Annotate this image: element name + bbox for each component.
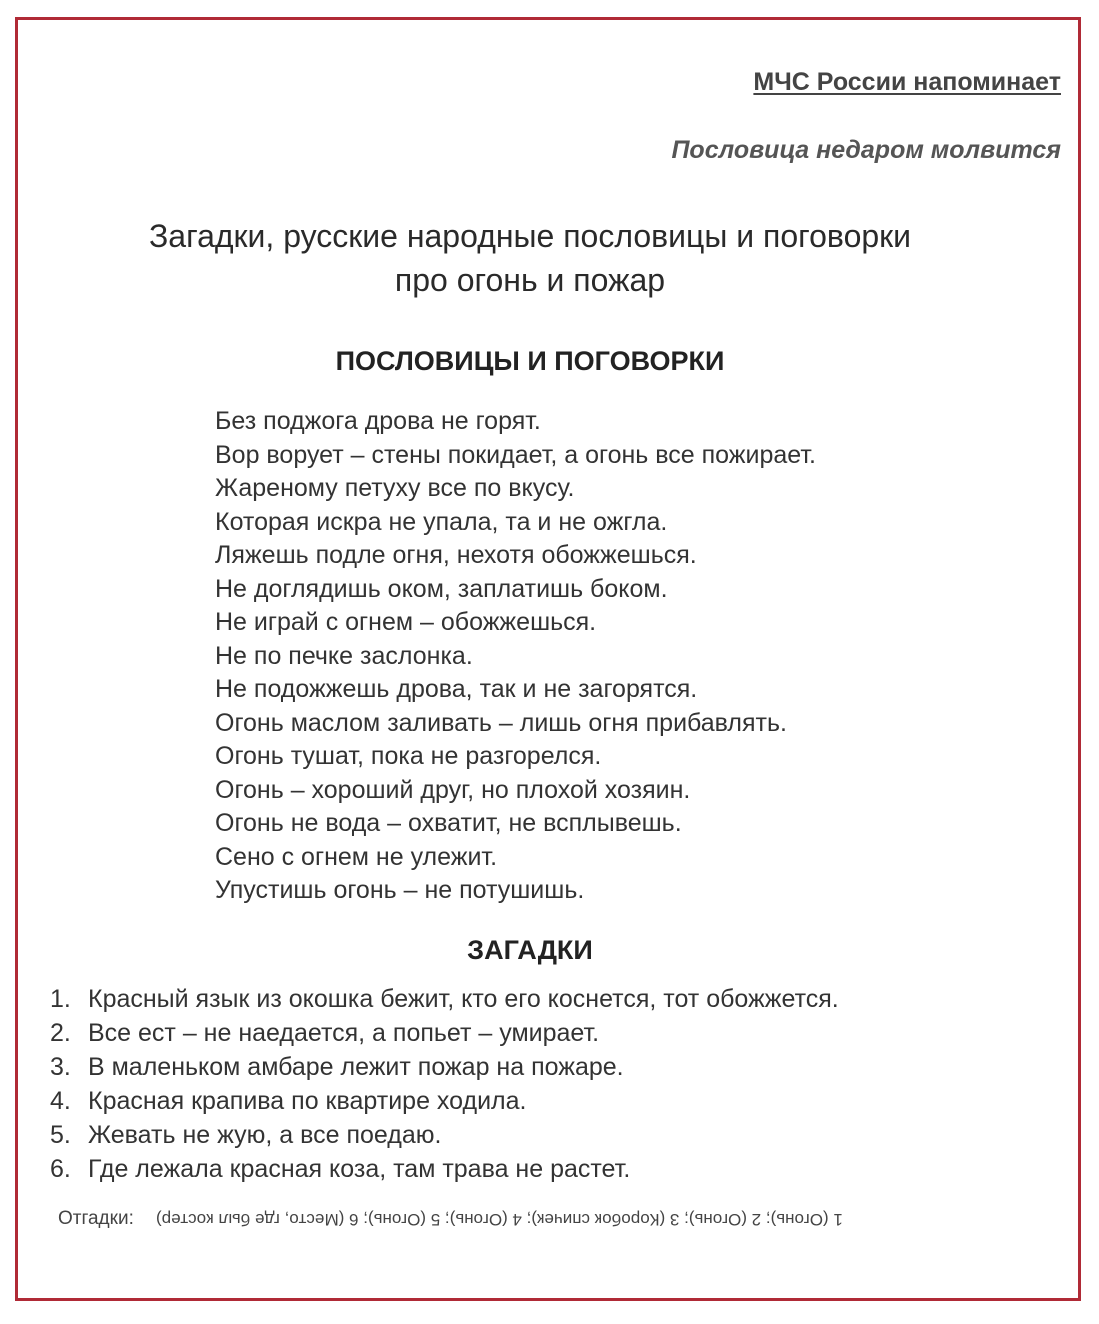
proverb-item: Огонь не вода – охватит, не всплывешь. — [215, 809, 682, 837]
proverb-item: Огонь – хороший друг, но плохой хозяин. — [215, 775, 691, 804]
proverb-item: Не доглядишь оком, заплатишь боком. — [215, 574, 668, 603]
riddle-text: В маленьком амбаре лежит пожар на пожаре. — [88, 1053, 624, 1081]
proverb-item: Огонь тушат, пока не разгорелся. — [215, 742, 602, 770]
proverb-item: Без поджога дрова не горят. — [215, 407, 541, 435]
riddle-text: Жевать не жую, а все поедаю. — [88, 1121, 442, 1149]
motto-header: Пословица недаром молвится — [671, 136, 1061, 164]
page-title — [0, 214, 1060, 302]
riddle-number: 6. — [50, 1155, 71, 1183]
proverb-item: Сено с огнем не улежит. — [215, 842, 498, 871]
title-line-2: про огонь и пожар — [394, 262, 666, 298]
proverb-item: Упустишь огонь – не потушишь. — [215, 876, 585, 904]
riddle-number: 1. — [50, 985, 71, 1013]
proverbs-heading: ПОСЛОВИЦЫ И ПОГОВОРКИ — [335, 346, 725, 376]
riddle-text: Где лежала красная коза, там трава не растет. — [88, 1155, 631, 1183]
riddle-item — [50, 1084, 839, 1118]
proverb-item: Ляжешь подле огня, нехотя обожжешься. — [215, 541, 697, 569]
proverb-item: Не по печке заслонка. — [215, 641, 473, 670]
proverb-item: Которая искра не упала, та и не ожгла. — [215, 507, 668, 536]
riddle-item — [50, 1152, 839, 1186]
riddle-number: 2. — [50, 1019, 71, 1047]
riddle-item — [50, 1050, 839, 1084]
riddle-text: Красная крапива по квартире ходила. — [88, 1087, 527, 1115]
riddle-item — [50, 982, 839, 1016]
riddles-heading: ЗАГАДКИ — [467, 935, 593, 965]
riddle-number: 3. — [50, 1053, 71, 1081]
proverbs-list — [215, 405, 816, 908]
proverb-item: Не подожжешь дрова, так и не загорятся. — [215, 675, 698, 703]
answers-upside-down-text: 1 (Огонь); 2 (Огонь); 3 (Коробок спичек); 4 (Огонь); 5 (Огонь); 6 (Место, где был костер) — [155, 1210, 843, 1229]
riddle-text: Красный язык из окошка бежит, кто его коснется, тот обожжется. — [88, 985, 839, 1013]
answers-line — [58, 1208, 843, 1230]
proverb-item: Вор ворует – стены покидает, а огонь все пожирает. — [215, 440, 816, 469]
riddle-item — [50, 1016, 839, 1050]
organization-header: МЧС России напоминает — [753, 68, 1061, 96]
riddle-number: 5. — [50, 1121, 71, 1149]
proverb-item: Огонь маслом заливать – лишь огня прибавлять. — [215, 708, 787, 737]
proverb-item: Жареному петуху все по вкусу. — [215, 474, 575, 502]
riddle-number: 4. — [50, 1087, 71, 1115]
riddles-list — [50, 982, 839, 1186]
proverb-item: Не играй с огнем – обожжешься. — [215, 608, 597, 636]
answers-label: Отгадки: — [58, 1208, 134, 1229]
riddle-item — [50, 1118, 839, 1152]
riddle-text: Все ест – не наедается, а попьет – умирает. — [88, 1019, 600, 1047]
title-line-1: Загадки, русские народные пословицы и поговорки — [148, 218, 912, 254]
